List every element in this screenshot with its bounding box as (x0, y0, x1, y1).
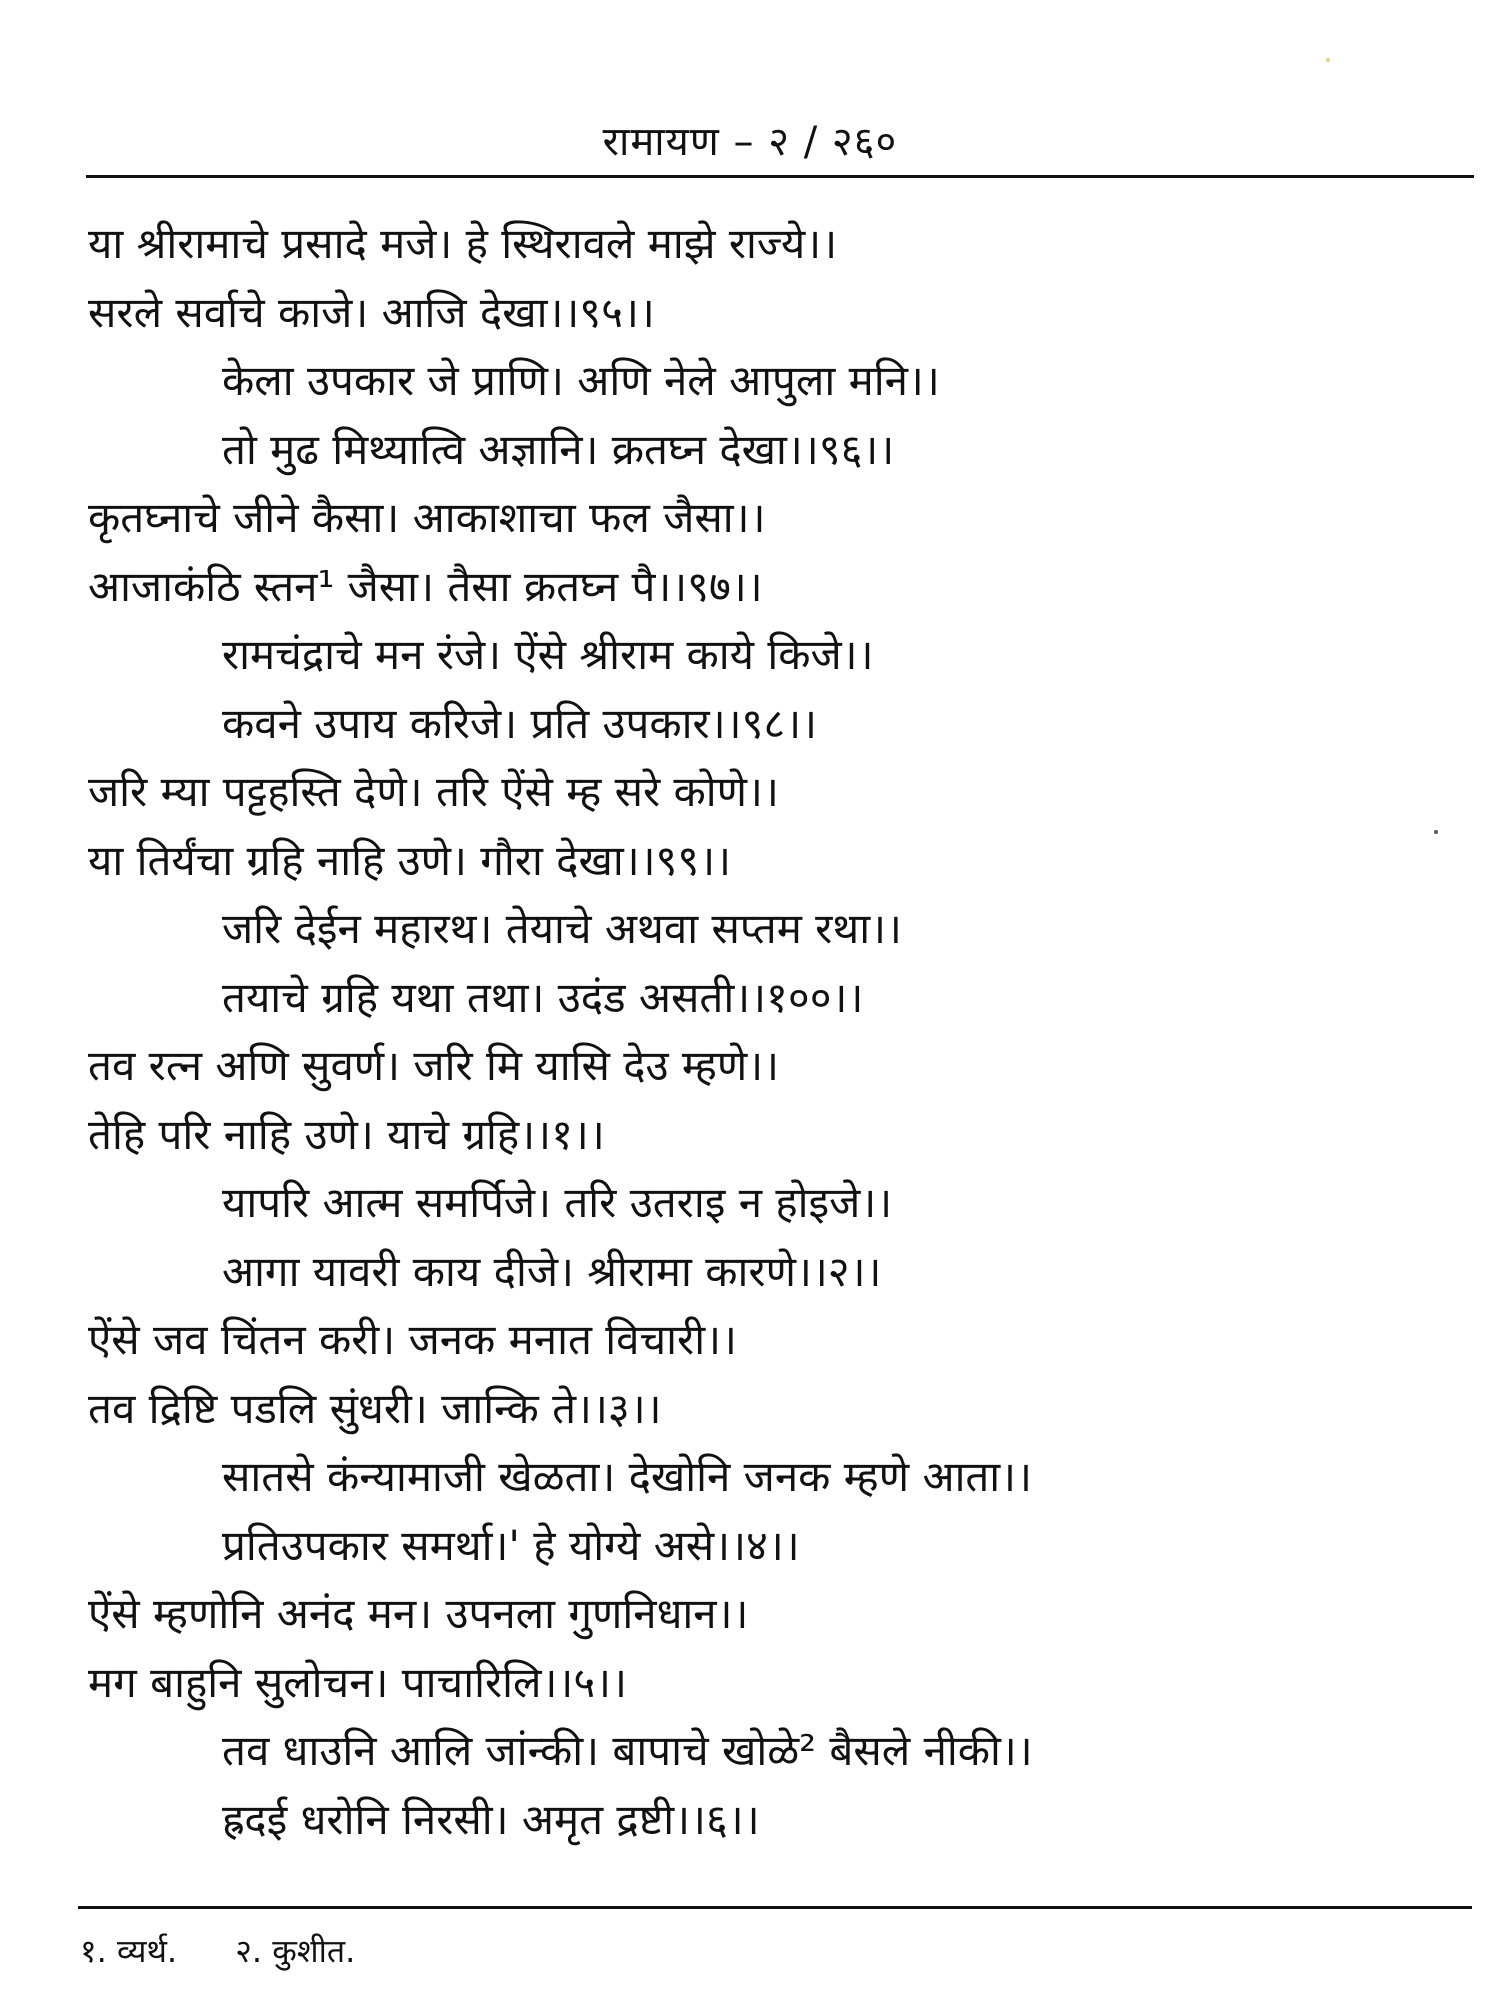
verse-body (0, 210, 1500, 1854)
verse-line: ऐंसे जव चिंतन करी। जनक मनात विचारी।। (88, 1315, 737, 1364)
paper-speck (1434, 830, 1438, 834)
verse-line: तव द्रिष्टि पडलि सुंधरी। जान्कि ते।।३।। (88, 1383, 662, 1433)
verse-line: तव धाउनि आलि जांन्की। बापाचे खोळे² बैसले नीकी।। (222, 1726, 1033, 1775)
verse-line: ह्रदई धरोनि निरसी। अमृत द्रष्टी।।६।। (222, 1794, 760, 1844)
verse-line: प्रतिउपकार समर्था।' हे योग्ये असे।।४।। (222, 1520, 800, 1570)
verse-line: तयाचे ग्रहि यथा तथा। उदंड असती।।१००।। (222, 972, 864, 1022)
verse-line: सातसे कंन्यामाजी खेळता। देखोनि जनक म्हणे आता।। (222, 1452, 1033, 1501)
verse-line: केला उपकार जे प्राणि। अणि नेले आपुला मनि।। (222, 356, 940, 405)
verse-line: या श्रीरामाचे प्रसादे मजे। हे स्थिरावले माझे राज्ये।। (88, 219, 838, 268)
verse-line: कृतघ्नाचे जीने कैसा। आकाशाचा फल जैसा।। (88, 493, 766, 542)
footnote-rule (78, 1906, 1472, 1909)
footnotes (80, 1926, 403, 1976)
verse-line: सरले सर्वाचे काजे। आजि देखा।।९५।। (88, 287, 655, 337)
running-header: रामायण – २ / २६० (602, 119, 898, 165)
header-rule (86, 175, 1474, 178)
verse-line: आजाकंठि स्तन¹ जैसा। तैसा क्रतघ्न पै।।९७।। (88, 561, 763, 611)
verse-line: या तिर्यंचा ग्रहि नाहि उणे। गौरा देखा।।९९।। (88, 835, 732, 885)
verse-line: ऐंसे म्हणोनि अनंद मन। उपनला गुणनिधान।। (88, 1589, 749, 1638)
verse-line: तव रत्न अणि सुवर्ण। जरि मि यासि देउ म्हणे।। (88, 1041, 780, 1090)
verse-line: जरि म्या पट्टहस्ति देणे। तरि ऐंसे म्ह सरे कोणे।। (88, 767, 779, 816)
footnote-1: १. व्यर्थ. (80, 1932, 178, 1970)
verse-line: तो मुढ मिथ्यात्वि अज्ञानि। क्रतघ्न देखा।।९६।। (222, 424, 895, 474)
verse-line: मग बाहुनि सुलोचन। पाचारिलि।।५।। (88, 1657, 628, 1707)
paper-speck (1326, 58, 1330, 62)
verse-line: कवने उपाय करिजे। प्रति उपकार।।९८।। (222, 698, 818, 748)
verse-line: यापरि आत्म समर्पिजे। तरि उतराइ न होइजे।। (222, 1178, 893, 1227)
verse-line: रामचंद्राचे मन रंजे। ऐंसे श्रीराम काये किजे।। (222, 630, 874, 679)
verse-line: आगा यावरी काय दीजे। श्रीरामा कारणे।।२।। (222, 1246, 882, 1296)
footnote-2: २. कुशीत. (235, 1932, 356, 1970)
verse-line: जरि देईन महारथ। तेयाचे अथवा सप्तम रथा।। (222, 904, 902, 953)
verse-line: तेहि परि नाहि उणे। याचे ग्रहि।।१।। (88, 1109, 605, 1159)
